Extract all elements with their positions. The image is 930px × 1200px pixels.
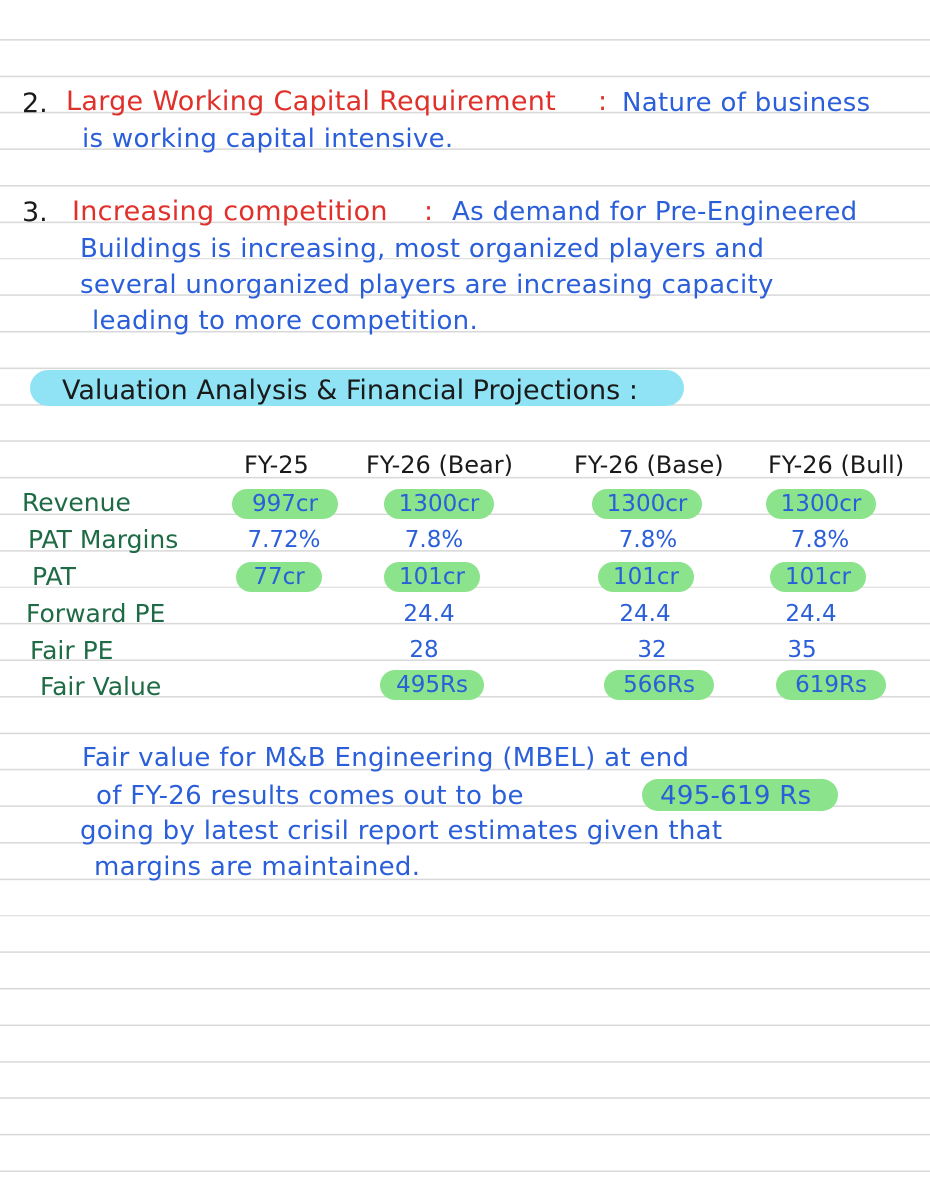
cell-revenue-base: 1300cr [592, 489, 702, 519]
cell-forward-pe-bear: 24.4 [403, 601, 455, 627]
cell-pat-margin-bull: 7.8% [790, 527, 850, 553]
conclusion-line2: of FY-26 results comes out to be [96, 781, 524, 811]
point2-text-line2: is working capital intensive. [82, 124, 454, 154]
row-label-fair-pe: Fair PE [30, 636, 114, 665]
point3-colon: : [424, 196, 434, 227]
valuation-heading: Valuation Analysis & Financial Projections : [62, 375, 638, 406]
point2-colon: : [598, 86, 608, 117]
point3-text-line4: leading to more competition. [92, 306, 479, 336]
row-label-pat-margins: PAT Margins [28, 525, 179, 554]
cell-pat-margin-bear: 7.8% [404, 527, 464, 553]
point3-title: Increasing competition [72, 196, 388, 227]
row-label-forward-pe: Forward PE [26, 599, 166, 628]
cell-fair-value-bear: 495Rs [380, 670, 484, 700]
point2-text-line1: Nature of business [622, 88, 871, 118]
cell-pat-margin-base: 7.8% [618, 527, 678, 553]
conclusion-line3: going by latest crisil report estimates given that [80, 816, 723, 846]
cell-fair-value-bull: 619Rs [776, 670, 886, 700]
cell-fair-pe-bull: 35 [787, 637, 817, 663]
point3-text-line2: Buildings is increasing, most organized players and [80, 234, 765, 264]
point2-number: 2. [22, 88, 48, 119]
col-header-fy26-bear: FY-26 (Bear) [366, 451, 513, 479]
cell-fair-pe-bear: 28 [409, 637, 439, 663]
point2-title: Large Working Capital Requirement [66, 86, 557, 117]
row-label-fair-value: Fair Value [40, 672, 162, 701]
cell-forward-pe-base: 24.4 [619, 601, 671, 627]
cell-pat-bear: 101cr [384, 562, 480, 592]
conclusion-line4: margins are maintained. [94, 852, 421, 882]
cell-pat-margin-fy25: 7.72% [247, 527, 321, 553]
point3-number: 3. [22, 197, 48, 228]
cell-revenue-bull: 1300cr [766, 489, 876, 519]
cell-fair-value-base: 566Rs [604, 670, 714, 700]
point3-text-line1: As demand for Pre-Engineered [452, 197, 858, 227]
row-label-revenue: Revenue [22, 488, 131, 517]
cell-forward-pe-bull: 24.4 [785, 601, 837, 627]
cell-fair-pe-base: 32 [637, 637, 667, 663]
cell-pat-fy25: 77cr [236, 562, 322, 592]
col-header-fy26-bull: FY-26 (Bull) [768, 451, 905, 479]
conclusion-range: 495-619 Rs [660, 781, 812, 811]
conclusion-line1: Fair value for M&B Engineering (MBEL) at end [82, 743, 690, 773]
cell-pat-base: 101cr [598, 562, 694, 592]
point3-text-line3: several unorganized players are increasing capacity [80, 270, 774, 300]
row-label-pat: PAT [32, 562, 76, 591]
col-header-fy26-base: FY-26 (Base) [574, 451, 724, 479]
cell-revenue-fy25: 997cr [232, 489, 338, 519]
col-header-fy25: FY-25 [244, 451, 309, 479]
cell-pat-bull: 101cr [770, 562, 866, 592]
cell-revenue-bear: 1300cr [384, 489, 494, 519]
